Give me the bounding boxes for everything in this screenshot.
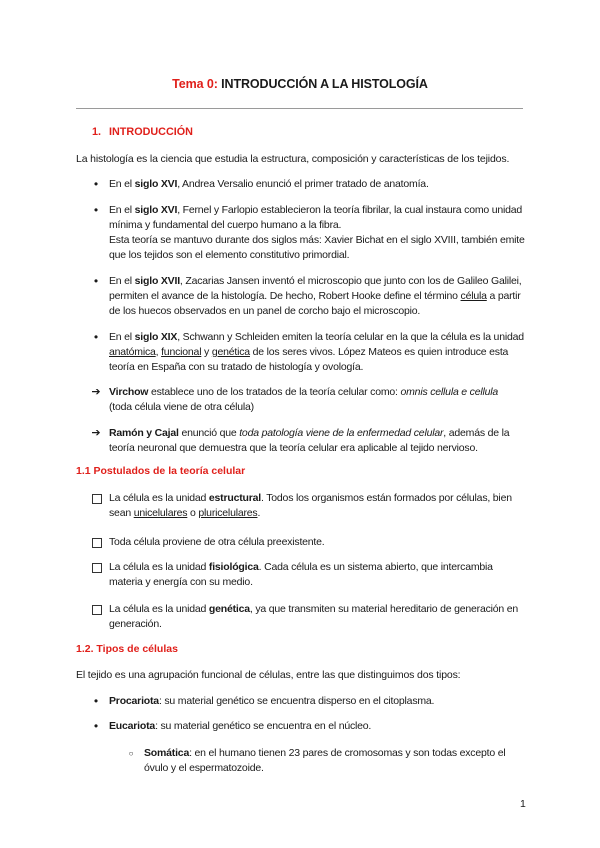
text: Esta teoría se mantuvo durante dos siglos más: Xavier Bichat en el siglo XVIII, también emite que los tejidos son el elemento constitutivo primordial. [109,234,525,261]
checkbox[interactable] [92,563,102,573]
bold-text: Procariota [109,695,159,707]
text: La célula es la unidad [109,603,209,615]
underlined-term: genética [211,346,250,358]
postulado-genetica [109,602,529,632]
bullet-icon [89,330,103,345]
checkbox[interactable] [92,538,102,548]
bold-text: siglo XVII [134,275,180,287]
text: : su material genético se encuentra en el núcleo. [155,720,372,732]
tipos-intro-paragraph: El tejido es una agrupación funcional de células, entre las que distinguimos dos tipos: [76,669,461,681]
underlined-term: célula [460,290,487,302]
text: (toda célula viene de otra célula) [109,401,254,413]
text: , [155,346,162,358]
hollow-bullet-icon [124,746,138,761]
section-title: INTRODUCCIÓN [109,126,193,138]
page-title [0,77,600,91]
bold-text: Eucariota [109,720,156,732]
bullet-icon [89,274,103,289]
bold-text: estructural [208,492,261,504]
underlined-term: funcional [161,346,202,358]
text: a partir de los huecos observados en un panel de corcho bajo el microscopio. [109,290,521,317]
text: : su material genético se encuentra disperso en el citoplasma. [158,695,435,707]
underlined-term: unicelulares [133,507,188,519]
title-main: INTRODUCCIÓN A LA HISTOLOGÍA [221,77,428,91]
page-number: 1 [520,798,526,810]
bold-text: Virchow [109,386,149,398]
text: , Fernel y Farlopio establecieron la teoría fibrilar, la cual instaura como unidad mínima y fundamental del cuerpo humano a la fibra. [109,204,523,231]
text: La célula es la unidad [109,492,209,504]
checkbox[interactable] [92,605,102,615]
section-heading-introduccion [92,126,193,138]
arrow-item-virchow [109,385,529,415]
postulado-preexistente [109,535,529,550]
tipo-eucariota [109,719,529,734]
bullet-icon [89,177,103,192]
bullet-siglo-xix [109,330,529,375]
text: Toda célula proviene de otra célula preexistente. [109,536,325,548]
text: . Cada célula es un sistema abierto, que intercambia materia y energía con su medio. [109,561,493,588]
bullet-siglo-xvi-versalio [109,177,529,192]
bold-text: genética [208,603,250,615]
text: . Todos los organismos están formados por células, bien sean [109,492,512,519]
text: En el [109,178,135,190]
text: : en el humano tienen 23 pares de cromosomas y son todas excepto el óvulo y el espermatozoide. [144,747,506,774]
text: de los seres vivos. López Mateos es quien introduce esta teoría en España con su tratado de histología y ovología. [109,346,509,373]
bold-text: siglo XIX [134,331,178,343]
text: y [201,346,212,358]
section-number: 1. [92,126,102,138]
subtipo-somatica [144,746,529,776]
horizontal-divider [76,108,523,109]
bullet-siglo-xvi-fernel [109,203,529,263]
subsection-heading-postulados: 1.1 Postulados de la teoría celular [76,465,246,477]
text: , Andrea Versalio enunció el primer tratado de anatomía. [177,178,429,190]
bold-text: fisiológica [208,561,259,573]
text: En el [109,331,135,343]
text: La célula es la unidad [109,561,209,573]
bullet-icon [89,694,103,709]
underlined-term: pluricelulares [198,507,258,519]
italic-text: toda patología viene de la enfermedad celular [239,427,444,439]
intro-paragraph: La histología es la ciencia que estudia la estructura, composición y características de los tejidos. [76,153,510,165]
subsection-heading-tipos: 1.2. Tipos de células [76,643,178,655]
text: o [187,507,199,519]
underlined-term: anatómica [109,346,156,358]
text: En el [109,275,135,287]
bold-text: Somática [144,747,190,759]
tipo-procariota [109,694,529,709]
text: , Zacarias Jansen inventó el microscopio que junto con los de Galileo Galilei, permiten el avance de la histología. De hecho, Robert Hooke define el término [109,275,522,302]
bold-text: siglo XVI [134,178,178,190]
bullet-icon [89,203,103,218]
arrow-right-icon: ➔ [91,427,101,439]
arrow-right-icon: ➔ [91,386,101,398]
text: , ya que transmiten su material hereditario de generación en generación. [109,603,519,630]
text: , Schwann y Schleiden emiten la teoría celular en la que la célula es la unidad [177,331,524,343]
checkbox[interactable] [92,494,102,504]
postulado-fisiologica [109,560,529,590]
title-prefix: Tema 0: [172,77,218,91]
bold-text: siglo XVI [134,204,178,216]
bullet-icon [89,719,103,734]
text: enunció que [178,427,240,439]
text: En el [109,204,135,216]
italic-text: omnis cellula e cellula [400,386,499,398]
bold-text: Ramón y Cajal [109,427,179,439]
text: establece uno de los tratados de la teoría celular como: [148,386,401,398]
bullet-siglo-xvii [109,274,529,319]
arrow-item-ramon-y-cajal [109,426,529,456]
postulado-estructural [109,491,529,521]
text: . [257,507,261,519]
text: , además de la teoría neuronal que demuestra que la teoría celular era aplicable al tejido nervioso. [109,427,510,454]
